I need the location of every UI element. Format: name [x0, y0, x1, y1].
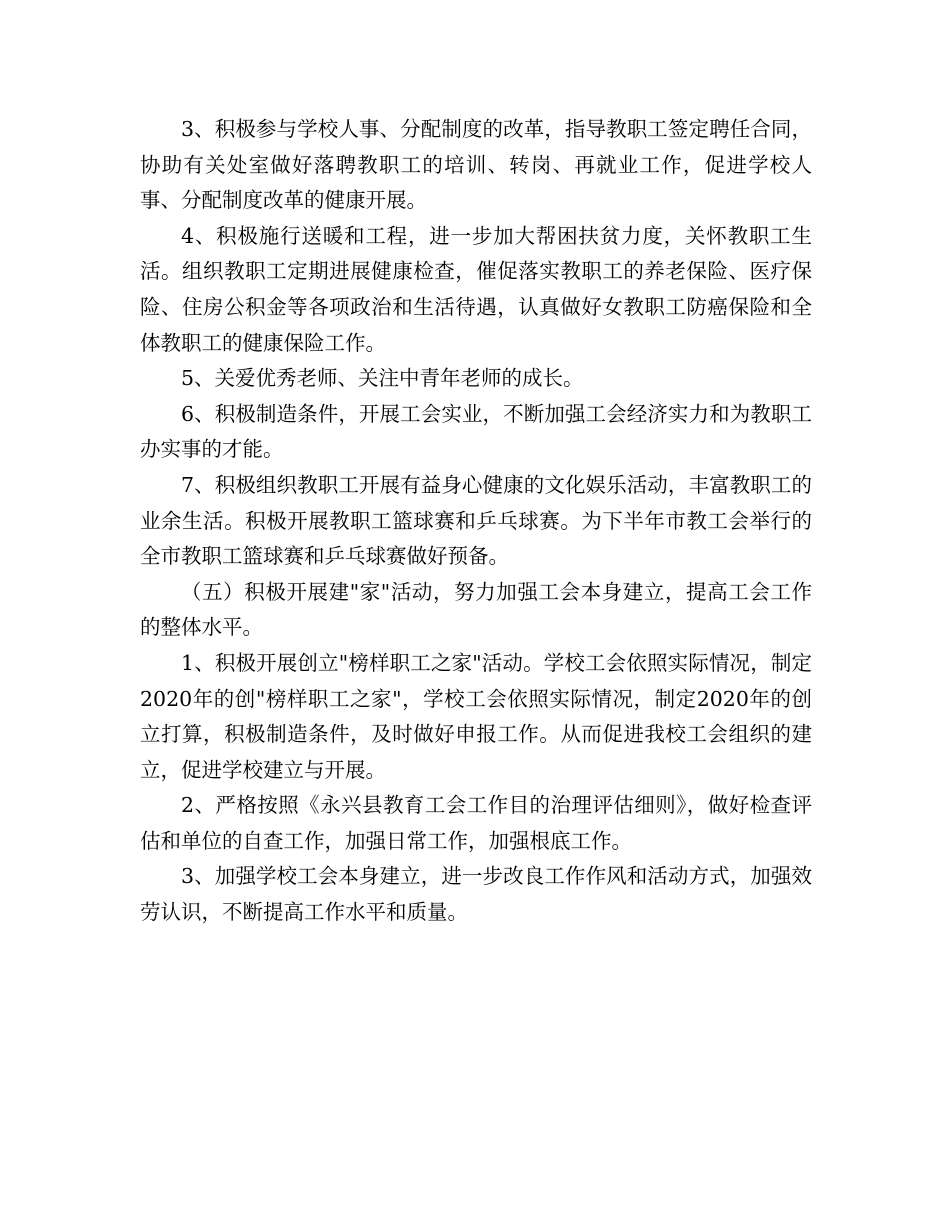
- paragraph-item-3: 3、积极参与学校人事、分配制度的改革，指导教职工签定聘任合同，协助有关处室做好落聘教职工的培训、转岗、再就业工作，促进学校人事、分配制度改革的健康开展。: [140, 117, 812, 213]
- paragraph-section5-item-2: 2、严格按照《永兴县教育工会工作目的治理评估细则》，做好检查评估和单位的自查工作，加强日常工作，加强根底工作。: [140, 793, 812, 853]
- paragraph-section5-item-1: 1、积极开展创立"榜样职工之家"活动。学校工会依照实际情况，制定2020年的创"榜样职工之家"，学校工会依照实际情况，制定2020年的创立打算，积极制造条件，及时做好申报工作。从而促进我校工会组织的建立，促进学校建立与开展。: [140, 650, 812, 782]
- paragraph-item-6: 6、积极制造条件，开展工会实业，不断加强工会经济实力和为教职工办实事的才能。: [140, 401, 812, 462]
- paragraph-item-4: 4、积极施行送暖和工程，进一步加大帮困扶贫力度，关怀教职工生活。组织教职工定期进展健康检查，催促落实教职工的养老保险、医疗保险、住房公积金等各项政治和生活待遇，认真做好女教职工防癌保险和全体教职工的健康保险工作。: [140, 223, 812, 355]
- section-heading-5: （五）积极开展建"家"活动，努力加强工会本身建立，提高工会工作的整体水平。: [140, 579, 812, 640]
- paragraph-section5-item-3: 3、加强学校工会本身建立，进一步改良工作作风和活动方式，加强效劳认识，不断提高工作水平和质量。: [140, 864, 812, 925]
- paragraph-item-7: 7、积极组织教职工开展有益身心健康的文化娱乐活动，丰富教职工的业余生活。积极开展教职工篮球赛和乒乓球赛。为下半年市教工会举行的全市教职工篮球赛和乒乓球赛做好预备。: [140, 472, 812, 569]
- paragraph-item-5: 5、关爱优秀老师、关注中青年老师的成长。: [181, 366, 584, 391]
- document-page: [140, 112, 812, 931]
